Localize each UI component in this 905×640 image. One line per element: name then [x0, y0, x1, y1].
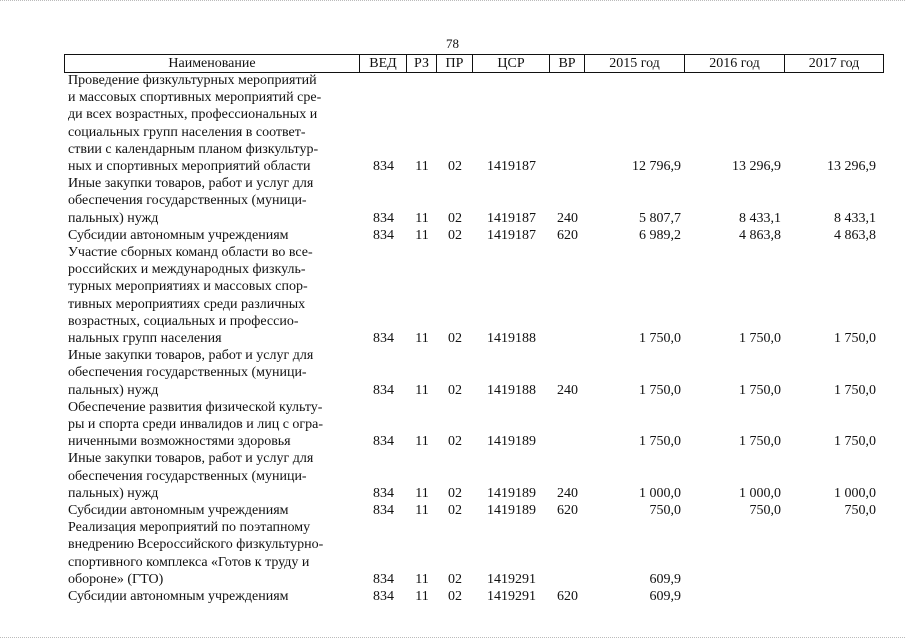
row-name: Субсидии автономным учреждениям — [68, 503, 289, 519]
row-name: Проведение физкультурных мероприятий и массовых спортивных мероприятий сре- ди всех возрастных, профессиональных и социальных групп населения в соответ- ствии с календарным планом физкультур- ных и спортивных мероприятий области — [68, 73, 322, 175]
y2015-cell: 609,9 — [649, 589, 681, 605]
row-name: Иные закупки товаров, работ и услуг для обеспечения государственных (муници- пальных) нужд — [68, 176, 314, 226]
rz-cell: 11 — [415, 503, 429, 519]
csr-cell: 1419187 — [487, 159, 536, 175]
row-name: Реализация мероприятий по поэтапному внедрению Всероссийского физкультурно- спортивного комплекса «Готов к труду и обороне» (ГТО) — [68, 520, 324, 587]
pr-cell: 02 — [448, 571, 462, 587]
ved-cell: 834 — [373, 331, 394, 347]
rz-cell: 11 — [415, 571, 429, 587]
y2015-cell: 1 000,0 — [639, 485, 681, 501]
pr-cell: 02 — [448, 382, 462, 398]
y2015-cell: 1 750,0 — [639, 434, 681, 450]
y2016-cell: 1 750,0 — [739, 434, 781, 450]
ved-cell: 834 — [373, 210, 394, 226]
csr-cell: 1419188 — [487, 331, 536, 347]
row-name: Обеспечение развития физической культу- ры и спорта среди инвалидов и лиц с огра- ниченными возможностями здоровья — [68, 399, 324, 450]
y2015-cell: 5 807,7 — [639, 210, 681, 226]
y2017-cell: 1 000,0 — [834, 485, 876, 501]
csr-cell: 1419188 — [487, 382, 536, 398]
rz-cell: 11 — [415, 159, 429, 175]
table-row — [64, 227, 884, 244]
row-name: Участие сборных команд области во все- российских и международных физкуль- турных мероприятиях и массовых спор- тивных мероприятиях среди различных возрастных, социальных и профессио- нальных групп населения — [68, 245, 313, 347]
rz-cell: 11 — [415, 434, 429, 450]
y2016-cell: 13 296,9 — [732, 159, 781, 175]
header-rz: РЗ — [407, 55, 437, 72]
row-name: Иные закупки товаров, работ и услуг для обеспечения государственных (муници- пальных) нужд — [68, 348, 314, 398]
table-row — [64, 519, 884, 588]
scan-edge-bottom — [0, 637, 905, 638]
header-2017: 2017 год — [785, 55, 884, 72]
table-row — [64, 450, 884, 502]
pr-cell: 02 — [448, 331, 462, 347]
pr-cell: 02 — [448, 159, 462, 175]
ved-cell: 834 — [373, 159, 394, 175]
rz-cell: 11 — [415, 382, 429, 398]
table-row — [64, 244, 884, 347]
pr-cell: 02 — [448, 434, 462, 450]
table-row — [64, 72, 884, 175]
row-name: Субсидии автономным учреждениям — [68, 227, 289, 243]
pr-cell: 02 — [448, 485, 462, 501]
ved-cell: 834 — [373, 227, 394, 243]
rz-cell: 11 — [415, 485, 429, 501]
ved-cell: 834 — [373, 485, 394, 501]
y2016-cell: 4 863,8 — [739, 227, 781, 243]
csr-cell: 1419291 — [487, 589, 536, 605]
y2016-cell: 750,0 — [749, 503, 781, 519]
y2016-cell: 1 750,0 — [739, 331, 781, 347]
vr-cell: 620 — [557, 503, 578, 519]
ved-cell: 834 — [373, 503, 394, 519]
rz-cell: 11 — [415, 331, 429, 347]
ved-cell: 834 — [373, 434, 394, 450]
header-2015: 2015 год — [585, 55, 685, 72]
scan-edge-top — [0, 0, 905, 5]
y2015-cell: 1 750,0 — [639, 382, 681, 398]
vr-cell: 240 — [557, 485, 578, 501]
vr-cell: 240 — [557, 382, 578, 398]
csr-cell: 1419187 — [487, 210, 536, 226]
csr-cell: 1419187 — [487, 227, 536, 243]
pr-cell: 02 — [448, 210, 462, 226]
y2015-cell: 12 796,9 — [632, 159, 681, 175]
header-vr: ВР — [550, 55, 585, 72]
table-row — [64, 175, 884, 227]
header-2016: 2016 год — [685, 55, 785, 72]
page-number: 78 — [446, 36, 459, 51]
y2015-cell: 6 989,2 — [639, 227, 681, 243]
rz-cell: 11 — [415, 227, 429, 243]
table-header — [64, 54, 884, 73]
y2016-cell: 1 750,0 — [739, 382, 781, 398]
csr-cell: 1419189 — [487, 434, 536, 450]
table-body — [64, 72, 884, 605]
header-name: Наименование — [64, 55, 360, 72]
table-row — [64, 347, 884, 399]
y2015-cell: 1 750,0 — [639, 331, 681, 347]
y2016-cell: 1 000,0 — [739, 485, 781, 501]
y2015-cell: 609,9 — [649, 571, 681, 587]
y2017-cell: 1 750,0 — [834, 331, 876, 347]
y2017-cell: 4 863,8 — [834, 227, 876, 243]
vr-cell: 620 — [557, 589, 578, 605]
header-ved: ВЕД — [360, 55, 407, 72]
y2017-cell: 750,0 — [844, 503, 876, 519]
y2015-cell: 750,0 — [649, 503, 681, 519]
pr-cell: 02 — [448, 589, 462, 605]
table-row — [64, 399, 884, 451]
row-name: Иные закупки товаров, работ и услуг для обеспечения государственных (муници- пальных) нужд — [68, 451, 314, 501]
y2017-cell: 1 750,0 — [834, 382, 876, 398]
header-csr: ЦСР — [473, 55, 550, 72]
csr-cell: 1419291 — [487, 571, 536, 587]
csr-cell: 1419189 — [487, 485, 536, 501]
ved-cell: 834 — [373, 571, 394, 587]
table-row — [64, 502, 884, 519]
ved-cell: 834 — [373, 589, 394, 605]
ved-cell: 834 — [373, 382, 394, 398]
csr-cell: 1419189 — [487, 503, 536, 519]
pr-cell: 02 — [448, 503, 462, 519]
header-pr: ПР — [437, 55, 473, 72]
rz-cell: 11 — [415, 210, 429, 226]
y2017-cell: 8 433,1 — [834, 210, 876, 226]
rz-cell: 11 — [415, 589, 429, 605]
vr-cell: 620 — [557, 227, 578, 243]
y2017-cell: 13 296,9 — [827, 159, 876, 175]
y2016-cell: 8 433,1 — [739, 210, 781, 226]
vr-cell: 240 — [557, 210, 578, 226]
y2017-cell: 1 750,0 — [834, 434, 876, 450]
table-row — [64, 588, 884, 605]
row-name: Субсидии автономным учреждениям — [68, 589, 289, 605]
pr-cell: 02 — [448, 227, 462, 243]
